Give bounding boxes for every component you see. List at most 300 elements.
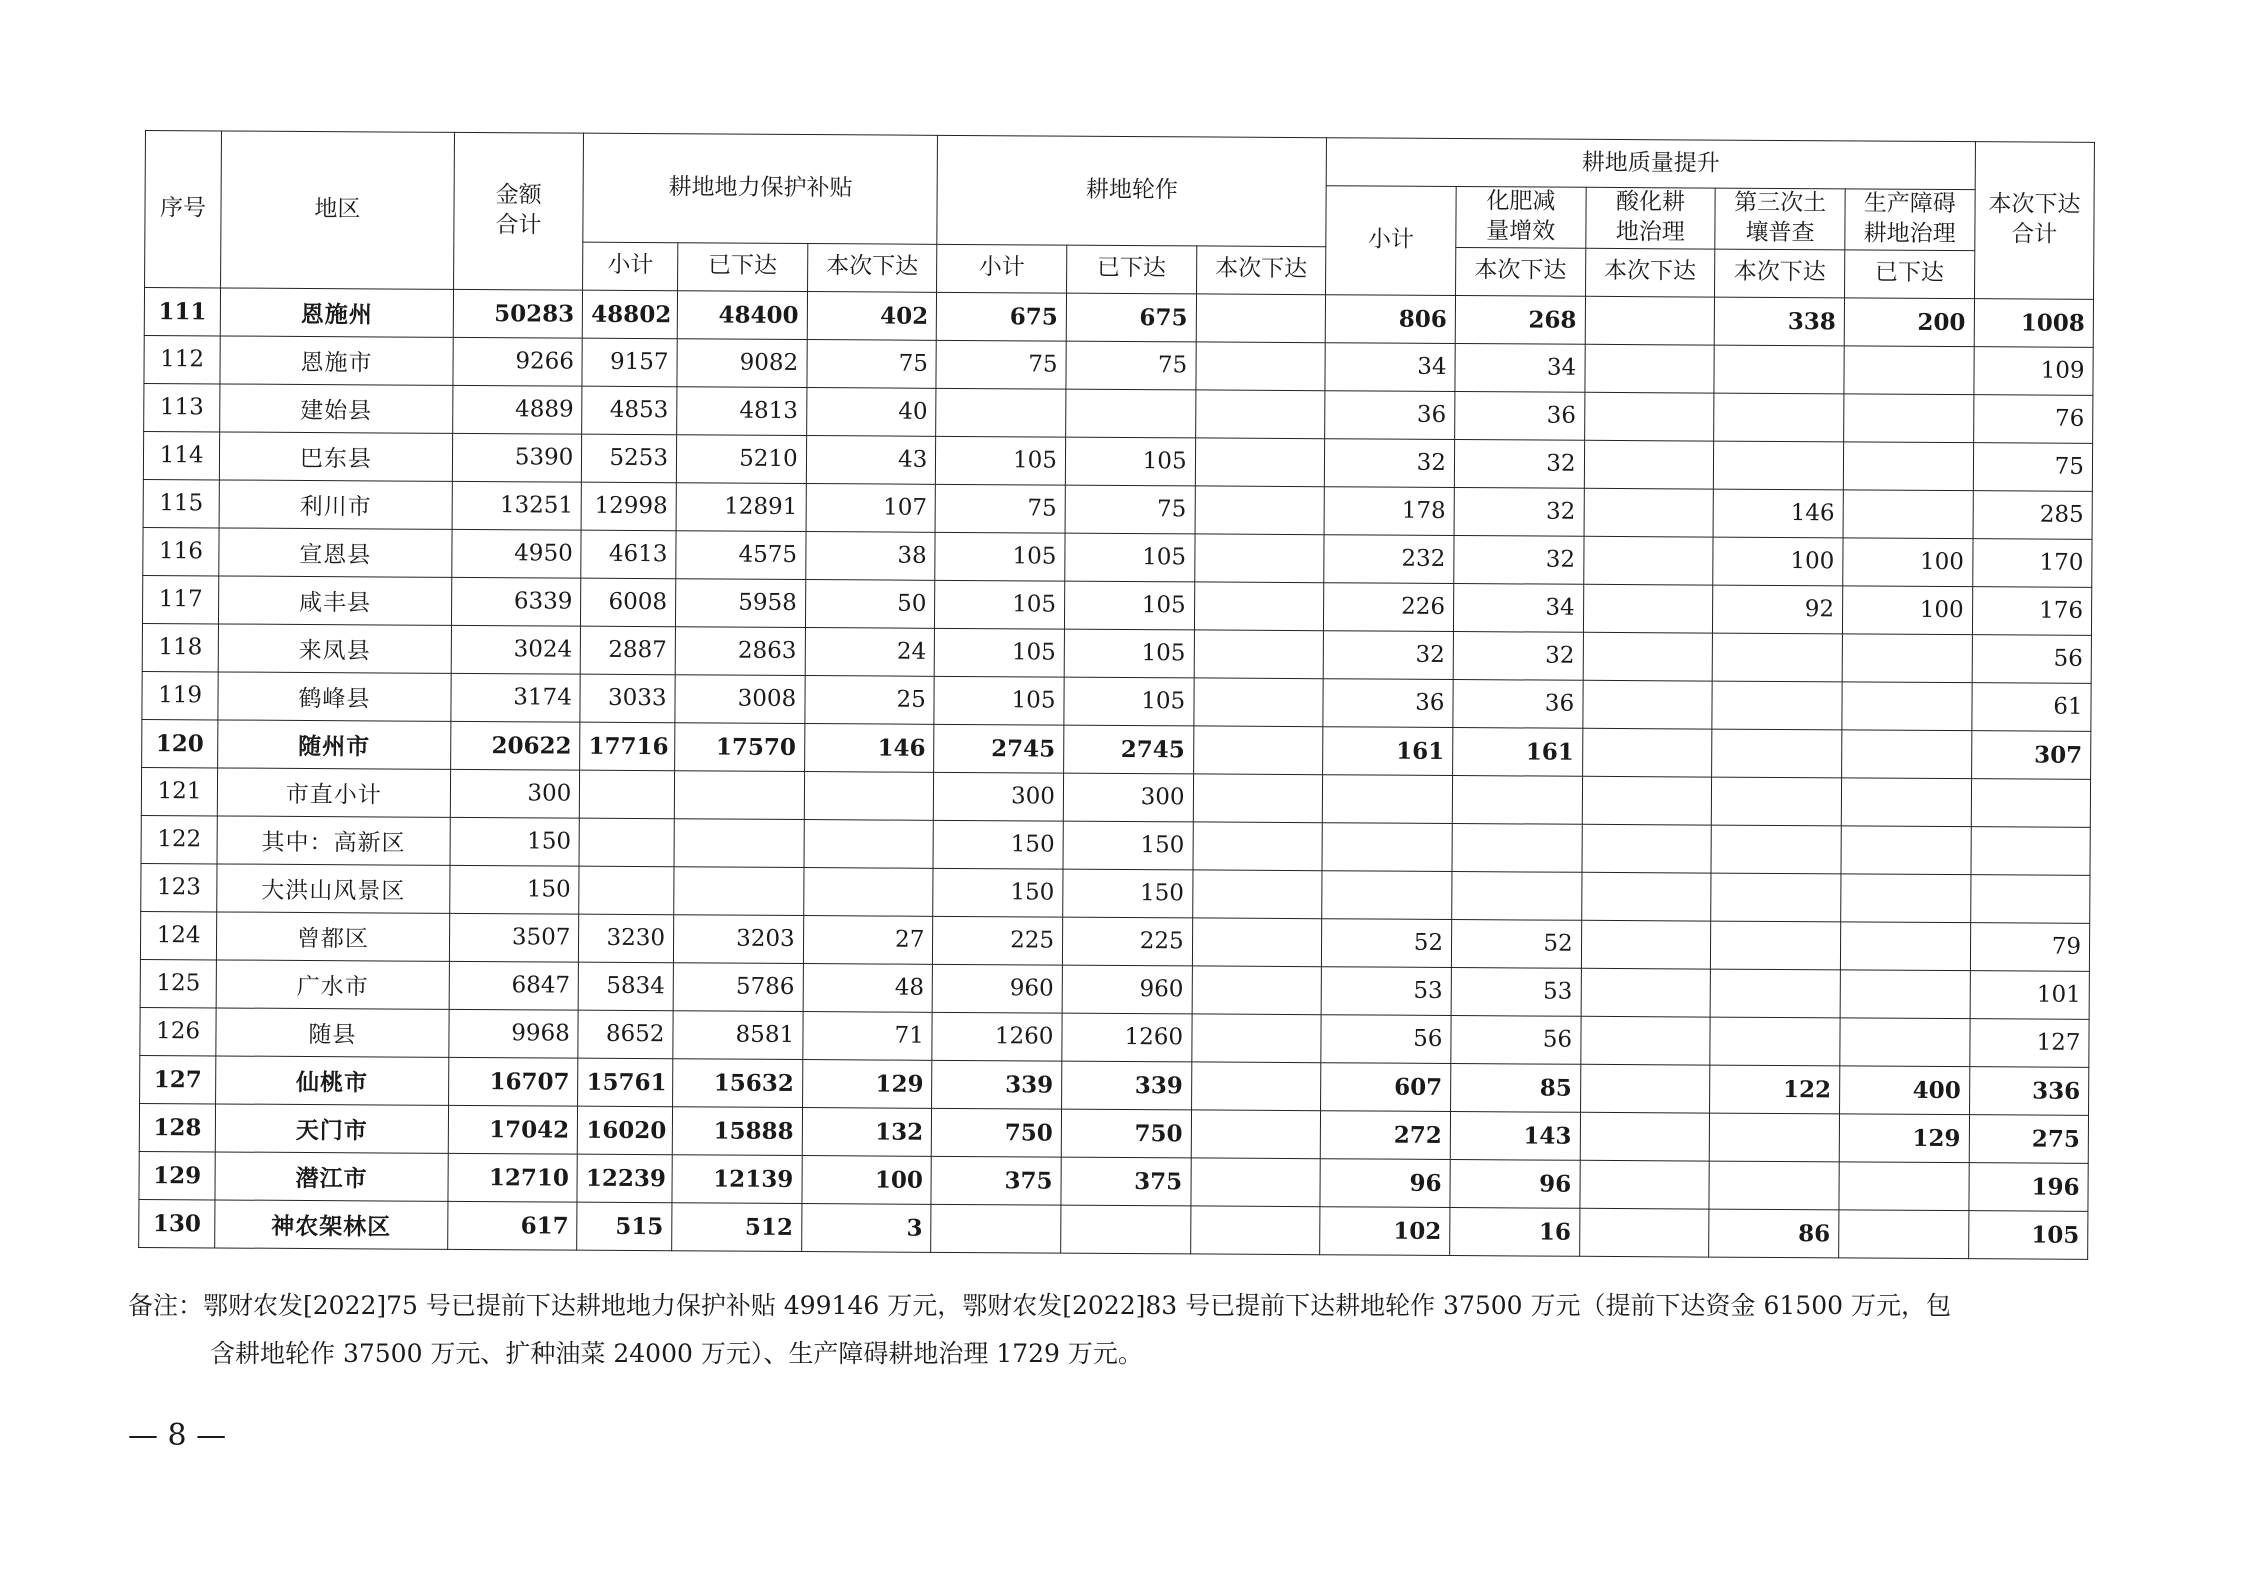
cell-fertilizer-current: 32 [1454,439,1584,488]
cell-acid-current [1580,1160,1710,1209]
cell-protect-issued: 12139 [672,1155,802,1204]
cell-quality-subtotal: 32 [1325,438,1455,487]
cell-fertilizer-current: 32 [1454,487,1584,536]
cell-rotation-current [1192,966,1322,1015]
cell-rotation-subtotal [931,1204,1061,1253]
cell-protect-subtotal: 16020 [578,1106,673,1155]
cell-soil-survey-current [1712,633,1842,682]
header-rotation: 耕地轮作 [937,135,1327,246]
cell-index: 117 [142,575,218,623]
cell-grand-total: 75 [1973,442,2093,491]
cell-protect-current: 132 [802,1107,932,1156]
header-rotation-sub: 小计 [937,244,1067,293]
cell-protect-issued: 8581 [673,1011,803,1060]
cell-rotation-issued: 675 [1066,293,1196,342]
cell-soil-survey-current [1711,873,1841,922]
cell-region: 神农架林区 [215,1200,448,1249]
cell-total: 9968 [449,1009,579,1058]
cell-fertilizer-current: 53 [1451,967,1581,1016]
cell-acid-current [1580,1112,1710,1161]
cell-protect-subtotal: 8652 [578,1010,673,1059]
cell-protect-subtotal: 5834 [578,962,673,1011]
cell-acid-current [1580,1064,1710,1113]
cell-quality-subtotal: 52 [1322,918,1452,967]
cell-grand-total: 127 [1969,1018,2089,1067]
cell-quality-subtotal: 178 [1324,486,1454,535]
cell-soil-survey-current [1712,681,1842,730]
cell-index: 130 [139,1199,215,1247]
cell-quality-subtotal [1322,870,1452,919]
cell-region: 鹤峰县 [218,672,451,721]
cell-obstacle-issued [1844,346,1974,395]
cell-protect-subtotal: 15761 [578,1058,673,1107]
cell-rotation-issued: 75 [1066,341,1196,390]
cell-index: 119 [142,671,218,719]
cell-obstacle-issued [1840,1018,1970,1067]
cell-soil-survey-current [1710,1017,1840,1066]
cell-rotation-current [1191,1014,1321,1063]
cell-protect-issued: 5210 [676,435,806,484]
cell-protect-issued: 9082 [677,339,807,388]
cell-region: 天门市 [215,1104,448,1153]
cell-rotation-subtotal: 339 [932,1060,1062,1109]
cell-obstacle-issued [1841,874,1971,923]
cell-soil-survey-current [1709,1113,1839,1162]
cell-fertilizer-current: 96 [1450,1159,1580,1208]
cell-soil-survey-current [1709,1161,1839,1210]
footnote-line-1: 备注：鄂财农发[2022]75 号已提前下达耕地地力保护补贴 499146 万元，鄂财农发[2022]83 号已提前下达耕地轮作 37500 万元（提前下达资金 61500 万元，包 [128,1291,1951,1320]
cell-rotation-issued [1066,389,1196,438]
cell-rotation-issued: 375 [1061,1157,1191,1206]
cell-acid-current [1580,1016,1710,1065]
cell-rotation-subtotal: 375 [931,1156,1061,1205]
cell-region: 大洪山风景区 [217,864,450,913]
cell-protect-current: 25 [805,675,935,724]
cell-rotation-current [1194,534,1324,583]
header-obstacle-issued: 已下达 [1844,250,1974,299]
cell-fertilizer-current: 34 [1453,583,1583,632]
cell-obstacle-issued [1840,970,1970,1019]
cell-quality-subtotal: 56 [1321,1014,1451,1063]
cell-protect-subtotal: 48802 [583,290,678,339]
cell-protect-issued: 5786 [673,963,803,1012]
cell-region: 恩施州 [220,288,453,337]
cell-protect-issued: 17570 [675,723,805,772]
cell-total: 3024 [451,625,581,674]
cell-acid-current [1584,488,1714,537]
cell-region: 随县 [216,1008,449,1057]
cell-total: 12710 [448,1153,578,1202]
cell-protect-subtotal: 3033 [580,674,675,723]
cell-protect-issued: 3203 [673,915,803,964]
cell-protect-current: 129 [802,1059,932,1108]
cell-protect-current [804,819,934,868]
cell-grand-total: 170 [1972,538,2092,587]
cell-total: 6847 [449,961,579,1010]
cell-protect-current: 50 [805,579,935,628]
cell-protect-subtotal: 6008 [581,578,676,627]
cell-total: 3174 [451,673,581,722]
cell-protect-current [803,867,933,916]
cell-index: 113 [144,383,220,431]
cell-soil-survey-current [1714,441,1844,490]
cell-total: 17042 [448,1105,578,1154]
cell-protect-current: 24 [805,627,935,676]
cell-soil-survey-current: 100 [1713,537,1843,586]
cell-rotation-subtotal: 105 [934,628,1064,677]
cell-quality-subtotal: 32 [1323,630,1453,679]
cell-rotation-subtotal: 75 [936,340,1066,389]
cell-region: 随州市 [218,720,451,769]
cell-protect-issued: 4813 [677,387,807,436]
cell-region: 咸丰县 [219,576,452,625]
cell-rotation-subtotal: 300 [934,772,1064,821]
cell-quality-subtotal: 607 [1321,1062,1451,1111]
cell-total: 16707 [448,1057,578,1106]
cell-rotation-subtotal: 150 [933,868,1063,917]
cell-grand-total: 307 [1971,730,2091,779]
cell-rotation-current [1190,1206,1320,1255]
cell-grand-total: 109 [1973,346,2093,395]
header-fertilizer-current: 本次下达 [1455,247,1585,296]
cell-fertilizer-current: 56 [1451,1015,1581,1064]
cell-region: 来凤县 [218,624,451,673]
cell-soil-survey-current: 122 [1710,1065,1840,1114]
cell-quality-subtotal [1322,822,1452,871]
cell-acid-current [1583,536,1713,585]
cell-region: 潜江市 [215,1152,448,1201]
cell-total: 617 [447,1201,577,1250]
cell-obstacle-issued [1844,394,1974,443]
cell-index: 116 [143,527,219,575]
cell-protect-issued: 512 [672,1203,802,1252]
cell-index: 125 [140,959,216,1007]
cell-fertilizer-current: 32 [1454,535,1584,584]
cell-rotation-subtotal: 2745 [934,724,1064,773]
cell-rotation-issued: 105 [1064,677,1194,726]
cell-obstacle-issued [1841,730,1971,779]
header-region: 地区 [221,131,455,289]
cell-obstacle-issued [1840,922,1970,971]
header-acid: 酸化耕 地治理 [1585,187,1715,249]
funding-table [138,130,2095,1260]
cell-index: 118 [142,623,218,671]
cell-total: 50283 [453,289,583,338]
cell-protect-current: 146 [804,723,934,772]
cell-acid-current [1583,584,1713,633]
cell-rotation-current [1194,582,1324,631]
cell-protect-subtotal [579,818,674,867]
cell-protect-subtotal [580,770,675,819]
cell-protect-subtotal: 12998 [581,482,676,531]
cell-protect-subtotal: 9157 [582,338,677,387]
cell-acid-current [1582,824,1712,873]
cell-index: 112 [144,335,220,383]
cell-protect-subtotal: 4613 [581,530,676,579]
cell-rotation-issued: 105 [1065,437,1195,486]
cell-protect-subtotal: 5253 [582,434,677,483]
header-soil-current: 本次下达 [1715,249,1845,298]
header-rotation-current: 本次下达 [1196,246,1326,295]
cell-grand-total: 196 [1969,1162,2089,1211]
cell-fertilizer-current: 52 [1451,919,1581,968]
cell-obstacle-issued [1839,1162,1969,1211]
header-grand-total: 本次下达 合计 [1974,142,2094,300]
cell-quality-subtotal: 232 [1324,534,1454,583]
cell-protect-subtotal: 2887 [581,626,676,675]
cell-fertilizer-current: 143 [1450,1111,1580,1160]
cell-total: 9266 [453,337,583,386]
cell-rotation-current [1194,678,1324,727]
cell-protect-subtotal [579,866,674,915]
cell-protect-current: 107 [806,483,936,532]
cell-grand-total: 1008 [1974,298,2094,347]
cell-total: 13251 [452,481,582,530]
cell-quality-subtotal: 36 [1325,390,1455,439]
cell-index: 115 [143,479,219,527]
cell-region: 曾都区 [217,912,450,961]
cell-total: 150 [450,817,580,866]
header-quality: 耕地质量提升 [1326,138,1975,190]
cell-region: 利川市 [219,480,452,529]
cell-protect-subtotal: 3230 [579,914,674,963]
cell-acid-current [1581,968,1711,1017]
cell-protect-current: 38 [805,531,935,580]
cell-soil-survey-current [1710,969,1840,1018]
cell-fertilizer-current [1452,775,1582,824]
cell-rotation-subtotal [936,388,1066,437]
cell-protect-current: 71 [802,1011,932,1060]
cell-index: 128 [139,1103,215,1151]
cell-quality-subtotal: 272 [1321,1110,1451,1159]
cell-rotation-subtotal: 225 [933,916,1063,965]
cell-rotation-current [1193,726,1323,775]
cell-protect-subtotal: 12239 [577,1154,672,1203]
cell-obstacle-issued [1842,634,1972,683]
cell-fertilizer-current: 36 [1453,679,1583,728]
cell-region: 宣恩县 [219,528,452,577]
cell-index: 123 [141,863,217,911]
cell-total: 3507 [449,913,579,962]
cell-soil-survey-current [1711,825,1841,874]
table-header [145,131,2095,300]
cell-rotation-current [1193,822,1323,871]
cell-grand-total: 56 [1972,634,2092,683]
cell-fertilizer-current [1452,823,1582,872]
table-container [138,130,2095,1260]
header-protect-sub: 小计 [583,242,678,291]
cell-rotation-issued: 75 [1065,485,1195,534]
header-fertilizer: 化肥减 量增效 [1456,187,1586,249]
cell-rotation-subtotal: 105 [934,676,1064,725]
cell-rotation-subtotal: 105 [935,532,1065,581]
cell-protect-current: 48 [803,963,933,1012]
cell-protect-issued: 4575 [676,531,806,580]
cell-grand-total [1970,874,2090,923]
cell-total: 300 [450,769,580,818]
header-total: 金额 合计 [453,132,584,290]
cell-fertilizer-current: 268 [1455,295,1585,344]
cell-protect-issued: 15632 [673,1059,803,1108]
cell-total: 4889 [452,385,582,434]
cell-total: 5390 [452,433,582,482]
cell-protect-issued: 12891 [676,483,806,532]
cell-protect-current [804,771,934,820]
cell-protect-subtotal: 515 [577,1202,672,1251]
cell-protect-issued [674,819,804,868]
cell-acid-current [1583,632,1713,681]
cell-rotation-current [1196,342,1326,391]
cell-grand-total: 336 [1969,1066,2089,1115]
cell-acid-current [1579,1208,1709,1257]
cell-index: 127 [140,1055,216,1103]
cell-grand-total: 76 [1973,394,2093,443]
cell-total: 4950 [451,529,581,578]
cell-index: 111 [144,287,220,335]
cell-region: 仙桃市 [216,1056,449,1105]
cell-rotation-issued: 225 [1062,917,1192,966]
cell-quality-subtotal: 53 [1321,966,1451,1015]
cell-rotation-issued: 150 [1063,869,1193,918]
cell-protect-current: 402 [807,291,937,340]
cell-rotation-subtotal: 105 [936,436,1066,485]
cell-index: 120 [142,719,218,767]
cell-rotation-issued: 105 [1064,629,1194,678]
cell-rotation-subtotal: 1260 [932,1012,1062,1061]
footnote [128,1282,2068,1378]
cell-quality-subtotal: 36 [1323,678,1453,727]
cell-protect-issued: 2863 [675,627,805,676]
cell-rotation-issued: 150 [1063,821,1193,870]
cell-fertilizer-current: 85 [1450,1063,1580,1112]
cell-protect-current: 27 [803,915,933,964]
cell-region: 恩施市 [220,336,453,385]
cell-grand-total: 105 [1968,1210,2088,1259]
cell-acid-current [1582,776,1712,825]
cell-rotation-current [1192,870,1322,919]
cell-rotation-subtotal: 960 [932,964,1062,1013]
cell-acid-current [1581,920,1711,969]
cell-obstacle-issued: 100 [1843,538,1973,587]
cell-fertilizer-current: 34 [1455,343,1585,392]
cell-grand-total: 61 [1971,682,2091,731]
cell-fertilizer-current: 32 [1453,631,1583,680]
cell-protect-subtotal: 17716 [580,722,675,771]
cell-grand-total [1971,778,2091,827]
header-soil-survey: 第三次土 壤普查 [1715,188,1845,250]
cell-index: 114 [143,431,219,479]
cell-protect-issued [674,771,804,820]
cell-grand-total: 285 [1973,490,2093,539]
cell-total: 20622 [450,721,580,770]
cell-grand-total: 176 [1972,586,2092,635]
cell-obstacle-issued: 400 [1839,1066,1969,1115]
cell-soil-survey-current: 86 [1709,1209,1839,1258]
cell-rotation-current [1191,1110,1321,1159]
cell-soil-survey-current [1712,777,1842,826]
cell-rotation-issued: 2745 [1064,725,1194,774]
cell-acid-current [1584,440,1714,489]
cell-rotation-current [1194,630,1324,679]
cell-acid-current [1582,728,1712,777]
cell-obstacle-issued: 129 [1839,1114,1969,1163]
cell-rotation-current [1191,1062,1321,1111]
cell-rotation-issued [1061,1205,1191,1254]
header-rotation-issued: 已下达 [1066,245,1196,294]
cell-quality-subtotal [1323,774,1453,823]
cell-rotation-current [1192,918,1322,967]
cell-fertilizer-current: 161 [1453,727,1583,776]
cell-index: 121 [141,767,217,815]
cell-quality-subtotal: 34 [1325,342,1455,391]
cell-fertilizer-current: 16 [1450,1207,1580,1256]
cell-obstacle-issued [1843,490,1973,539]
cell-rotation-current [1191,1158,1321,1207]
cell-grand-total: 275 [1969,1114,2089,1163]
cell-soil-survey-current: 146 [1713,489,1843,538]
cell-soil-survey-current [1714,345,1844,394]
cell-protect-issued: 48400 [677,291,807,340]
cell-protect-current: 40 [806,387,936,436]
cell-rotation-issued: 339 [1062,1061,1192,1110]
cell-obstacle-issued [1839,1210,1969,1259]
cell-rotation-current [1193,774,1323,823]
cell-total: 6339 [451,577,581,626]
cell-acid-current [1585,296,1715,345]
header-protect: 耕地地力保护补贴 [583,133,938,244]
cell-rotation-issued: 105 [1065,533,1195,582]
cell-fertilizer-current: 36 [1455,391,1585,440]
cell-rotation-subtotal: 105 [935,580,1065,629]
cell-protect-issued: 3008 [675,675,805,724]
cell-quality-subtotal: 161 [1323,726,1453,775]
cell-rotation-current [1195,390,1325,439]
cell-soil-survey-current: 92 [1713,585,1843,634]
header-protect-current: 本次下达 [807,243,937,292]
cell-region: 市直小计 [217,768,450,817]
cell-rotation-issued: 960 [1062,965,1192,1014]
cell-rotation-issued: 105 [1064,581,1194,630]
cell-fertilizer-current [1452,871,1582,920]
cell-rotation-issued: 1260 [1062,1013,1192,1062]
cell-quality-subtotal: 806 [1326,294,1456,343]
cell-soil-survey-current: 338 [1714,297,1844,346]
cell-quality-subtotal: 102 [1320,1206,1450,1255]
cell-obstacle-issued: 100 [1842,586,1972,635]
page-number: — 8 — [128,1418,227,1453]
cell-obstacle-issued [1841,778,1971,827]
header-protect-issued: 已下达 [678,243,808,292]
cell-rotation-issued: 750 [1061,1109,1191,1158]
cell-rotation-subtotal: 675 [937,292,1067,341]
cell-obstacle-issued [1842,682,1972,731]
cell-index: 122 [141,815,217,863]
cell-acid-current [1581,872,1711,921]
cell-obstacle-issued [1843,442,1973,491]
header-idx: 序号 [145,131,222,288]
cell-rotation-current [1196,294,1326,343]
cell-protect-current: 75 [807,339,937,388]
cell-acid-current [1584,392,1714,441]
cell-grand-total: 79 [1970,922,2090,971]
cell-obstacle-issued: 200 [1844,298,1974,347]
cell-quality-subtotal: 96 [1320,1158,1450,1207]
cell-index: 124 [140,911,216,959]
cell-protect-subtotal: 4853 [582,386,677,435]
cell-grand-total: 101 [1970,970,2090,1019]
cell-protect-issued: 5958 [675,579,805,628]
cell-index: 129 [139,1151,215,1199]
